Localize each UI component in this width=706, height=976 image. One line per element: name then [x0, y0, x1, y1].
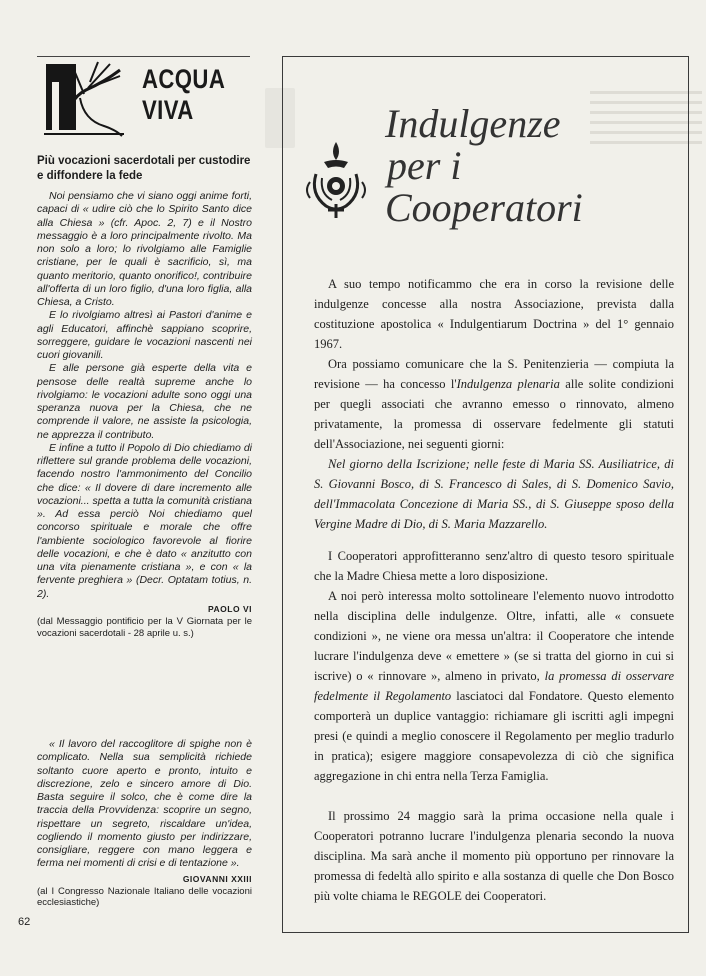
left-paragraph: E lo rivolgiamo altresì ai Pastori d'anime e agli Educatori, affinchè sappiano scoprire, sorreggere, guidare le vocazioni nascenti nei cuori giovanili.: [37, 309, 252, 361]
masthead-line-2: VIVA: [142, 95, 194, 125]
top-rule: [37, 56, 250, 57]
body-paragraph-4: I Cooperatori approfitteranno senz'altro di questo tesoro spirituale che la Madre Chiesa mette a loro disposizione.: [314, 549, 674, 583]
page-number: 62: [18, 916, 31, 928]
body-paragraph-6: Il prossimo 24 maggio sarà la prima occasione nella quale i Cooperatori potranno lucrare l'indulgenza plenaria secondo la nuova disciplina. Ma sarà anche il momento più opportuno per rinnovare la promessa di fedeltà allo spirito e alla sostanza di quelle che Don Bosco più volte chiama le REGOLE dei Cooperatori.: [314, 809, 674, 903]
water-source-logo-icon: [44, 60, 124, 140]
body-paragraph-3: [314, 454, 674, 534]
body-emphasis: Indulgenza plenaria: [456, 377, 560, 391]
title-line-1: Indulgenze: [385, 101, 561, 146]
title-line-3: Cooperatori: [385, 185, 583, 230]
body-paragraph-2: [314, 354, 674, 454]
body-paragraph-1: A suo tempo notificammo che era in corso la revisione delle indulgenze concesse alla nostra Associazione, prevista dalla costituzione apostolica « Indulgentiarum Doctrina » del 1° gennaio 1967.: [314, 277, 674, 351]
body-emphasis: la promessa di osservare fedelmente il Regolamento: [314, 669, 674, 703]
masthead: [142, 64, 232, 126]
pope-john-quote: [37, 738, 252, 909]
masthead-line-1: ACQUA: [142, 64, 226, 94]
signature-paolo-vi: PAOLO VI: [208, 603, 252, 614]
source-note-2: (al I Congresso Nazionale Italiano delle vocazioni ecclesiastiche): [37, 885, 252, 909]
body-text: Ora possiamo comunicare che la S. Penitenzieria — compiuta la revisione — ha concesso l': [314, 357, 674, 391]
left-quote: « Il lavoro del raccoglitore di spighe non è complicato. Nella sua semplicità richiede soltanto cuore aperto e pronto, intuito e discrezione, zelo e sincero amore di Dio. Basta seguire il solco, che è come dire la traccia della Provvidenza: scoprire un segno, rispettare un segreto, riscaldare un'idea, cogliendo il momento giusto per indirizzare, consigliare, reggere con mano leggera e ferma nei momenti di crisi e di tentazione ».: [37, 738, 252, 870]
left-paragraph: E infine a tutto il Popolo di Dio chiediamo di riflettere sul grande problema delle vocazioni, facendo nostro l'ammonimento del Concilio che dice: « Il dovere di dare incremento alle vocazioni... spetta a tutta la comunità cristiana ». Ad essa perciò Noi chiediamo quel concorso spirituale e morale che offre l'ambiente sociologico favorevole al fiorire delle vocazioni, e che è dato « anzitutto con una vita pienamente cristiana », e con « la fervente preghiera » (Decr. Optatam totius, n. 2).: [37, 441, 252, 600]
source-note-1: (dal Messaggio pontificio per la V Giornata per le vocazioni sacerdotali - 28 aprile u. s.): [37, 616, 252, 639]
feast-days-list: Nel giorno della Iscrizione; nelle feste di Maria SS. Ausiliatrice, di S. Giovanni Bosco, di S. Francesco di Sales, di S. Domenico Savio, dell'Immacolata Concezione di Maria SS., di S. Giuseppe sposo della Vergine Madre di Dio, di S. Maria Mazzarello.: [314, 457, 674, 531]
body-text: lasciatoci dal Fondatore. Questo elemento comporterà un duplice vantaggio: richiamare gli iscritti agli impegni presi (e quindi a meglio conoscere il Regolamento per meglio tradurlo in pratica); esigere maggiore consapevolezza di ciò che significa aggregazione in chi entra nella Terza Famiglia.: [314, 689, 674, 783]
left-paragraph: E alle persone già esperte della vita e pensose delle realtà supreme anche lo rivolgiamo: le vocazioni adulte sono oggi una speranza nuova per la Chiesa, che ne comprende il valore, ne assiste la psicologia, ne apprezza il contributo.: [37, 362, 252, 441]
left-paragraph: Noi pensiamo che vi siano oggi anime forti, capaci di « udire ciò che lo Spirito Santo dice alla Chiesa » (cfr. Apoc. 2, 7) e il Nostro messaggio è a loro principalmente rivolto. Ma non solo a loro; lo rivolgiamo alle Famiglie cristiane, per le quali è sacrificio, sì, ma quanto meritorio, quanto onorifico!, contribuire all'offerta di un loro figlio, d'una loro figlia, alla Chiesa, a Cristo.: [37, 190, 252, 308]
salesian-emblem-icon: [302, 134, 374, 224]
body-text: alle solite condizioni per quegli associati che avranno emesso o rinnovato, almeno privatamente, la promessa di osservare fedelmente gli statuti dell'Associazione, nei seguenti giorni:: [314, 377, 674, 451]
left-headline: Più vocazioni sacerdotali per custodire e diffondere la fede: [37, 155, 251, 182]
pope-paul-message: [37, 190, 252, 639]
article-title: [385, 103, 625, 229]
article-body: [314, 274, 674, 906]
signature-giovanni-xxiii: GIOVANNI XXIII: [182, 873, 252, 884]
title-line-2: per i: [387, 143, 462, 188]
body-paragraph-5: [314, 586, 674, 786]
body-text: A noi però interessa molto sottolineare l'elemento nuovo introdotto nella disciplina delle indulgenze. Oltre, infatti, alle « consuete condizioni », ne viene ora messa un'altra: il Cooperatore che intende lucrare l'indulgenza deve « emettere » (se si tratta del giorno in cui si iscrive) o « rinnovare », almeno in privato,: [314, 589, 674, 683]
